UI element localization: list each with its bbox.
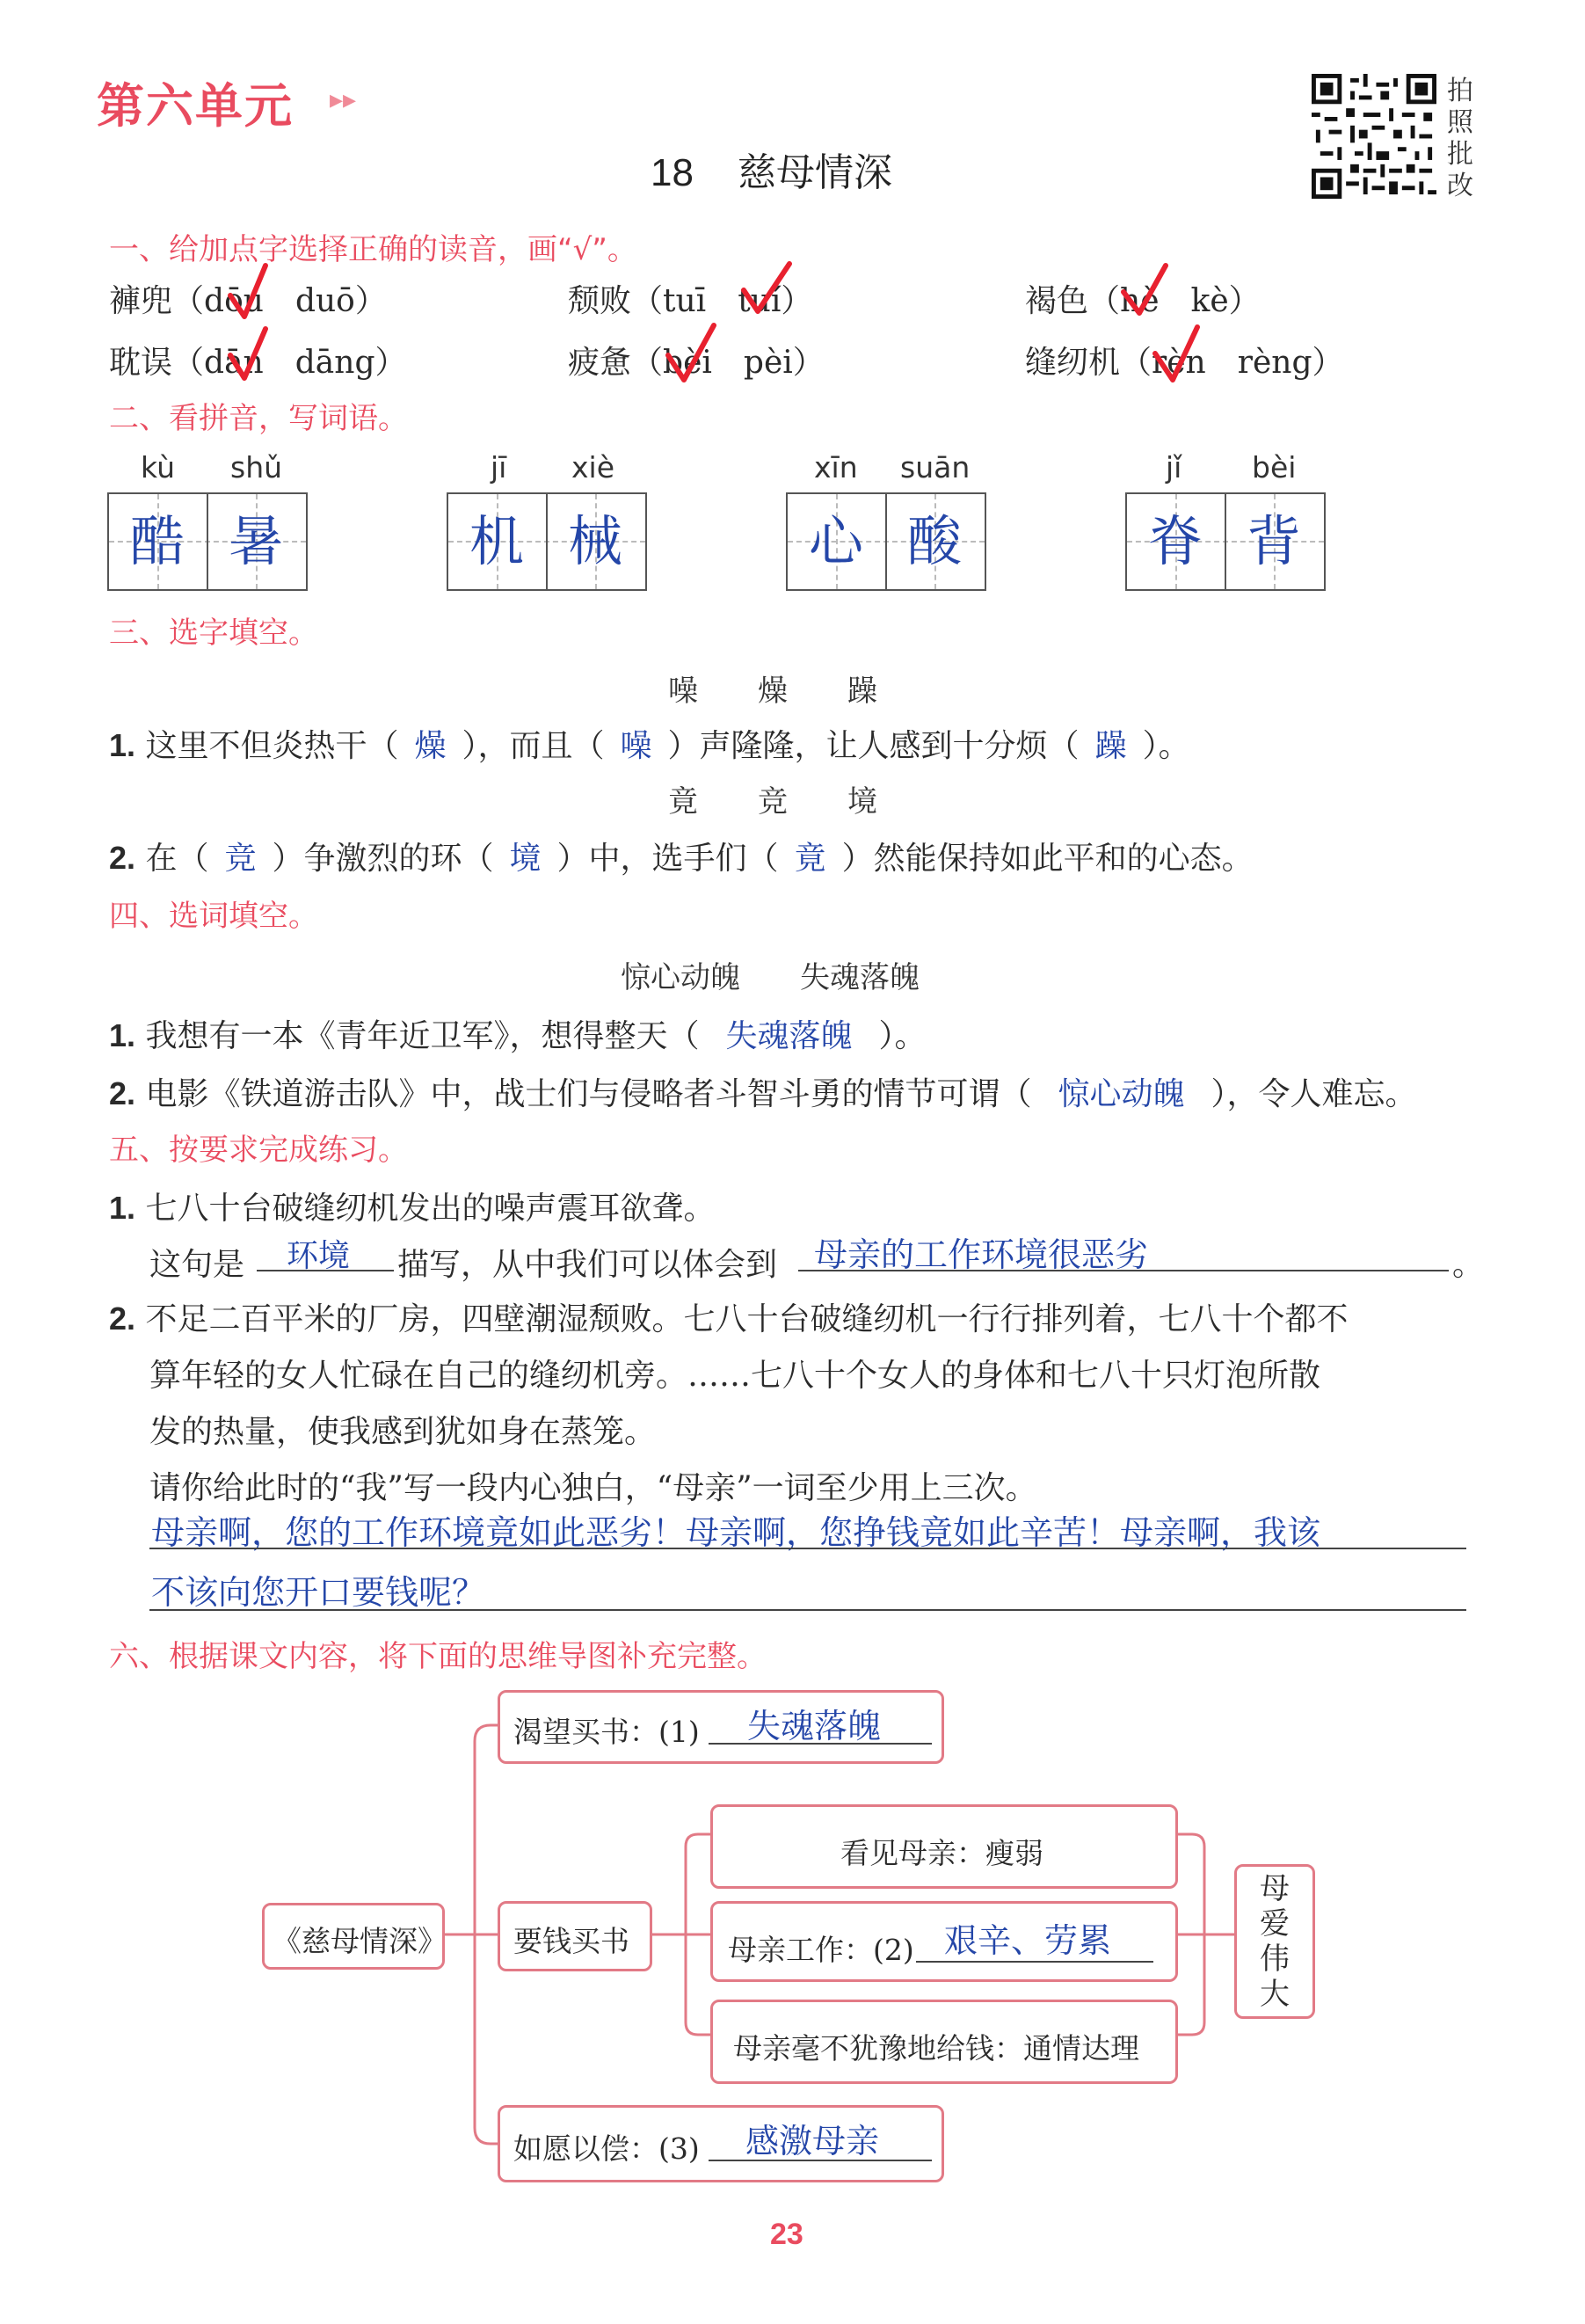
option: dōu: [204, 283, 264, 319]
mindmap-sub-label: 母亲毫不犹豫地给钱：通情达理: [733, 2031, 1139, 2065]
answer: 不该向您开口要钱呢？: [151, 1573, 486, 1612]
pinyin: xiè: [571, 450, 615, 484]
fill-question: 2. 在（ 竞 ）争激烈的环（ 境 ）中，选手们（ 竟 ）然能保持如此平和的心态。: [109, 840, 1254, 877]
mindmap-branch-label: 渴望买书：(1): [513, 1715, 700, 1749]
answer-line: [149, 1548, 1466, 1549]
section5-title: 五、按要求完成练习。: [109, 1133, 408, 1168]
writing-grid: [447, 492, 647, 591]
pinyin-item: 褐色（hè kè）: [1025, 283, 1261, 319]
qr-label-char: 批: [1447, 139, 1473, 170]
answer-line: [149, 1609, 1466, 1611]
option: rèng: [1237, 345, 1312, 381]
question-text: 1. 七八十台破缝纫机发出的噪声震耳欲聋。: [109, 1190, 716, 1227]
question-text: 发的热量，使我感到犹如身在蒸笼。: [149, 1414, 657, 1450]
section1-title: 一、给加点字选择正确的读音，画“√”。: [109, 232, 637, 267]
lesson-number: 18: [651, 151, 694, 194]
section2-title: 二、看拼音，写词语。: [109, 401, 408, 436]
check-mark-icon: [668, 325, 714, 380]
option: tuí: [738, 283, 782, 319]
answer: 惊心动魄: [1058, 1076, 1185, 1112]
pinyin: kù: [141, 450, 176, 484]
option: dāng: [294, 345, 375, 381]
option: tuī: [663, 283, 707, 319]
fill-question: 2. 电影《铁道游击队》中，战士们与侵略者斗智斗勇的情节可谓（ 惊心动魄 ），令人难忘。: [109, 1075, 1417, 1112]
fill-question: 1. 这里不但炎热干（ 燥 ），而且（ 噪 ）声隆隆，让人感到十分烦（ 躁 ）。: [109, 727, 1190, 764]
mindmap-sub-label: 母亲工作：(2): [728, 1933, 914, 1967]
option: kè: [1190, 283, 1229, 319]
pinyin-item: 颓败（tuī tuí）: [568, 283, 813, 319]
option: dān: [204, 345, 264, 381]
answer: 感激母亲: [745, 2122, 880, 2160]
word-options: 惊心动魄 失魂落魄: [621, 960, 920, 995]
answer: 母亲啊，您的工作环境竟如此恶劣！母亲啊，您挣钱竟如此辛苦！母亲啊，我该: [151, 1513, 1321, 1552]
pinyin: suān: [900, 450, 971, 484]
qr-label-char: 照: [1447, 107, 1473, 138]
writing-grid: [1125, 492, 1326, 591]
answer: 境: [509, 841, 542, 877]
checkmark-overlay: [0, 0, 1585, 440]
answer-char: 械: [567, 509, 622, 573]
mindmap-conclusion-label: 母 爱 伟 大: [1260, 1871, 1290, 2012]
mindmap-branch-label: 要钱买书: [513, 1924, 629, 1958]
char-options: 竟 竞 境: [668, 784, 877, 820]
section4-title: 四、选词填空。: [109, 899, 318, 934]
unit-arrows-icon: ▸▸: [330, 84, 357, 115]
answer-char: 酸: [906, 509, 962, 573]
period: 。: [1452, 1247, 1485, 1283]
char-options: 噪 燥 躁: [668, 674, 877, 709]
pinyin-item: 疲惫（bèi pèi）: [568, 345, 825, 381]
answer: 噪: [620, 728, 652, 764]
pinyin-item: 褲兜（dōu duō）: [109, 283, 387, 319]
writing-grid: [107, 492, 308, 591]
answer: 失魂落魄: [747, 1707, 882, 1745]
pinyin: jǐ: [1166, 450, 1182, 484]
answer-char: 脊: [1147, 509, 1203, 573]
page-number: 23: [770, 2218, 803, 2251]
mindmap-branch-label: 如愿以偿：(3): [513, 2131, 700, 2166]
check-mark-icon: [230, 266, 265, 317]
question-line: 这句是: [149, 1247, 245, 1283]
answer-char: 背: [1246, 509, 1301, 573]
writing-grid: [786, 492, 986, 591]
qr-label-char: 拍: [1447, 76, 1473, 106]
answer-char: 暑: [228, 509, 283, 573]
check-mark-icon: [1155, 327, 1197, 380]
lesson-name: 慈母情深: [737, 150, 892, 195]
section6-title: 六、根据课文内容，将下面的思维导图补充完整。: [109, 1639, 767, 1674]
check-mark-icon: [230, 329, 265, 378]
answer: 母亲的工作环境很恶劣: [814, 1235, 1149, 1274]
fill-question: 1. 我想有一本《青年近卫军》，想得整天（ 失魂落魄 ）。: [109, 1017, 927, 1054]
pinyin: xīn: [814, 450, 858, 484]
answer: 艰辛、劳累: [944, 1921, 1112, 1960]
answer: 竞: [224, 841, 257, 877]
answer: 失魂落魄: [725, 1018, 853, 1054]
answer-char: 酷: [129, 509, 185, 573]
answer-char: 心: [808, 509, 863, 573]
mindmap-root-label: 《慈母情深》: [273, 1924, 447, 1958]
mindmap-sub-label: 看见母亲：瘦弱: [840, 1836, 1043, 1870]
pinyin: shǔ: [230, 450, 283, 484]
option: rèn: [1152, 345, 1206, 381]
check-mark-icon: [744, 264, 789, 311]
check-mark-icon: [1123, 266, 1166, 313]
answer: 环境: [287, 1238, 351, 1274]
question-prompt: 请你给此时的“我”写一段内心独白，“母亲”一词至少用上三次。: [149, 1470, 1037, 1506]
pinyin-item: 耽误（dān dāng）: [109, 345, 407, 381]
pinyin: jī: [491, 450, 507, 484]
option: pèi: [743, 345, 793, 381]
qr-label-char: 改: [1447, 171, 1473, 201]
answer: 竟: [794, 841, 826, 877]
question-text: 算年轻的女人忙碌在自己的缝纫机旁。……七八十个女人的身体和七八十只灯泡所散: [149, 1358, 1321, 1394]
option: duō: [294, 283, 355, 319]
option: bèi: [663, 345, 712, 381]
answer-char: 机: [469, 509, 524, 573]
unit-title: 第六单元: [97, 78, 294, 134]
question-line: 描写，从中我们可以体会到: [397, 1247, 778, 1283]
option: hè: [1120, 283, 1160, 319]
pinyin: bèi: [1252, 450, 1297, 484]
question-text: 2. 不足二百平米的厂房，四壁潮湿颓败。七八十台破缝纫机一行行排列着，七八十个都不: [109, 1300, 1349, 1337]
answer: 躁: [1094, 728, 1127, 764]
answer: 燥: [414, 728, 447, 764]
pinyin-item: 缝纫机（rèn rèng）: [1025, 345, 1344, 381]
section3-title: 三、选字填空。: [109, 616, 318, 651]
